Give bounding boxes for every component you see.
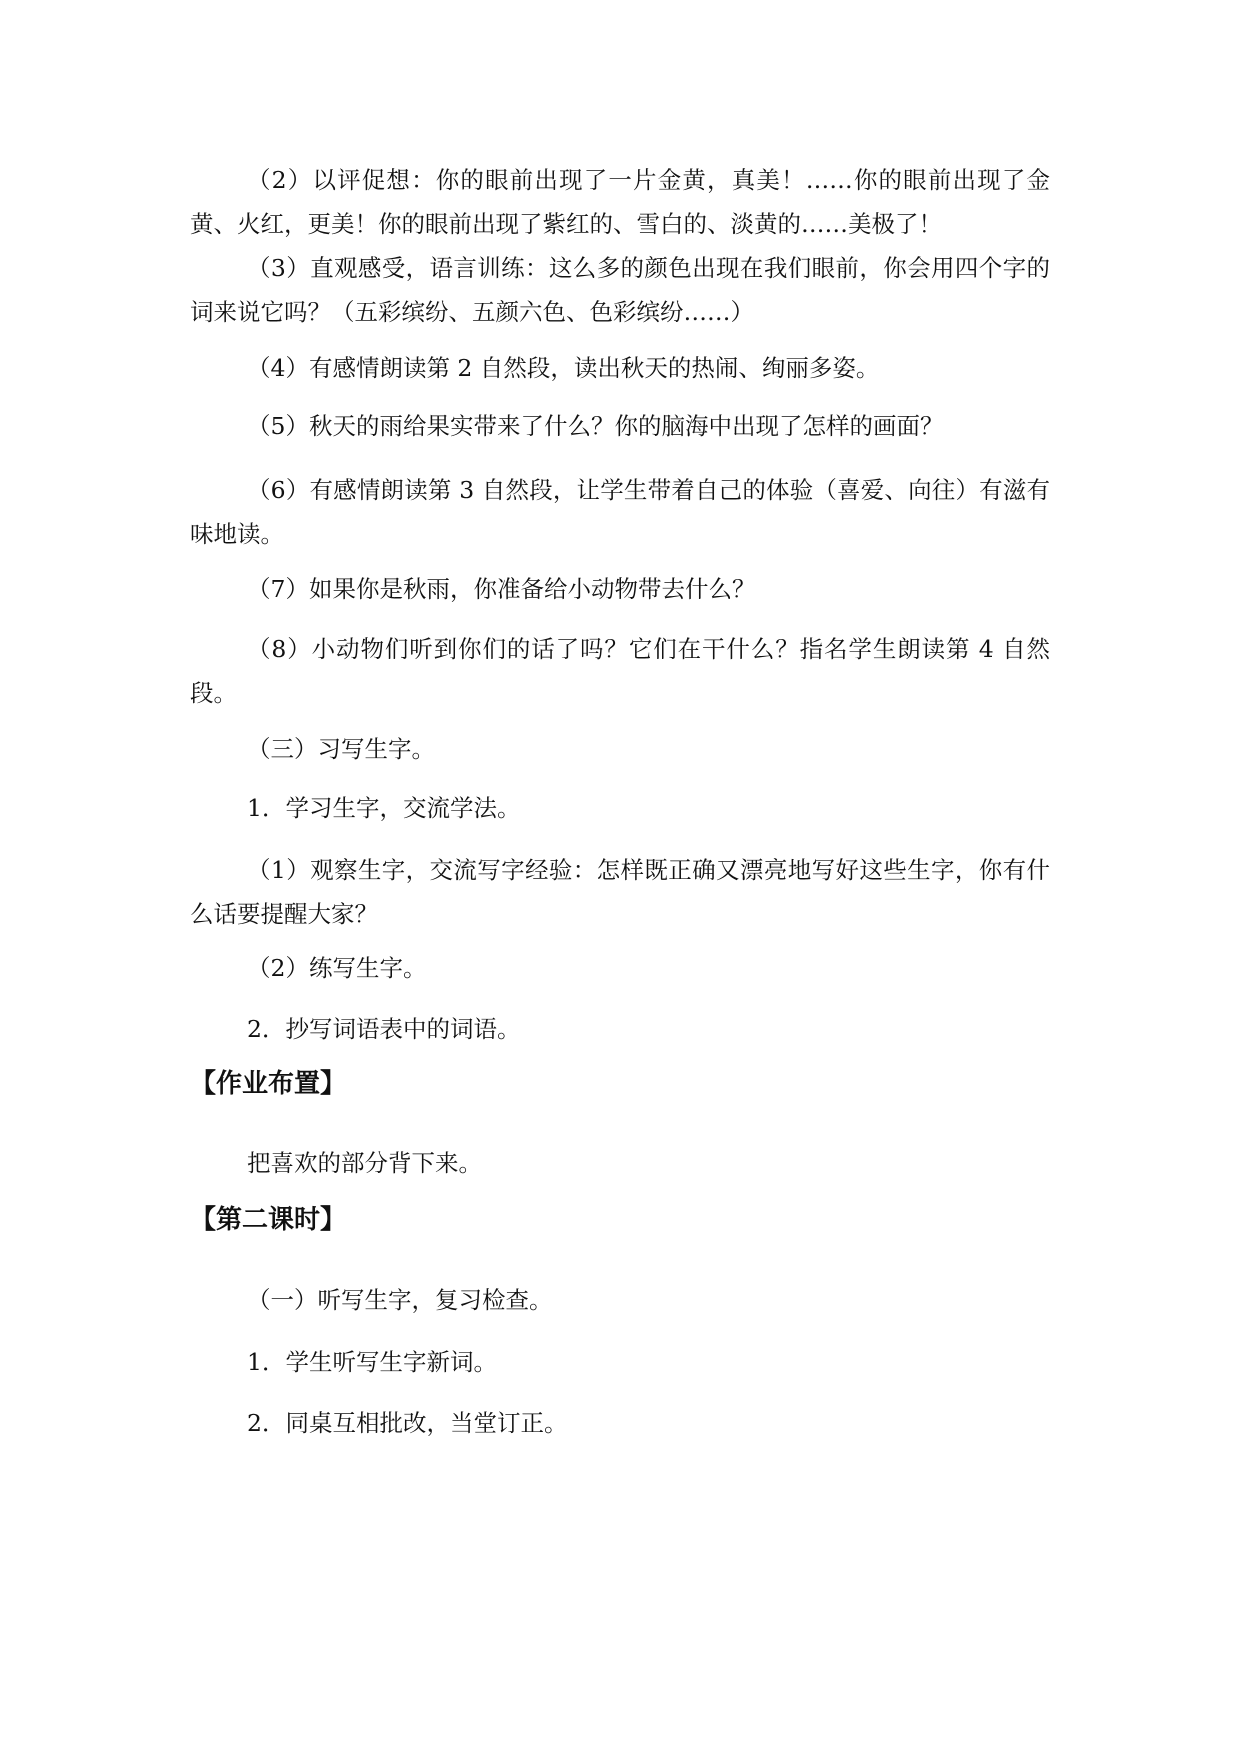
homework-heading: 【作业布置】 <box>190 1069 347 1099</box>
lesson2-heading: 【第二课时】 <box>190 1205 347 1235</box>
homework-text: 把喜欢的部分背下来。 <box>247 1149 482 1177</box>
paragraph-4-read-aloud: （4）有感情朗读第 2 自然段，读出秋天的热闹、绚丽多姿。 <box>247 354 880 382</box>
paragraph-2-practice: （2）练写生字。 <box>247 954 427 982</box>
step-1-learn-characters: 1．学习生字，交流学法。 <box>247 794 521 822</box>
paragraph-3-language-training: （3）直观感受，语言训练：这么多的颜色出现在我们眼前，你会用四个字的词来说它吗？（五彩缤纷、五颜六色、色彩缤纷……） <box>190 254 1050 326</box>
paragraph-6-read-aloud: （6）有感情朗读第 3 自然段，让学生带着自己的体验（喜爱、向往）有滋有味地读。 <box>190 476 1050 548</box>
lesson2-item: 2．同桌互相批改，当堂订正。 <box>247 1409 568 1437</box>
paragraph-7-autumn-rain: （7）如果你是秋雨，你准备给小动物带去什么？ <box>247 575 756 603</box>
lesson2-item: 1．学生听写生字新词。 <box>247 1348 497 1376</box>
step-2-copy-words: 2．抄写词语表中的词语。 <box>247 1015 521 1043</box>
lesson2-item: （一）听写生字，复习检查。 <box>247 1286 553 1314</box>
paragraph-8-small-animals: （8）小动物们听到你们的话了吗？它们在干什么？指名学生朗读第 4 自然段。 <box>190 635 1050 707</box>
paragraph-1-observe: （1）观察生字，交流写字经验：怎样既正确又漂亮地写好这些生字，你有什么话要提醒大家？ <box>190 856 1050 928</box>
paragraph-2-praise: （2）以评促想：你的眼前出现了一片金黄，真美！……你的眼前出现了金黄、火红，更美！你的眼前出现了紫红的、雪白的、淡黄的……美极了！ <box>190 166 1050 238</box>
paragraph-5-fruit: （5）秋天的雨给果实带来了什么？你的脑海中出现了怎样的画面？ <box>247 412 944 440</box>
section-3-writing: （三）习写生字。 <box>247 735 435 763</box>
